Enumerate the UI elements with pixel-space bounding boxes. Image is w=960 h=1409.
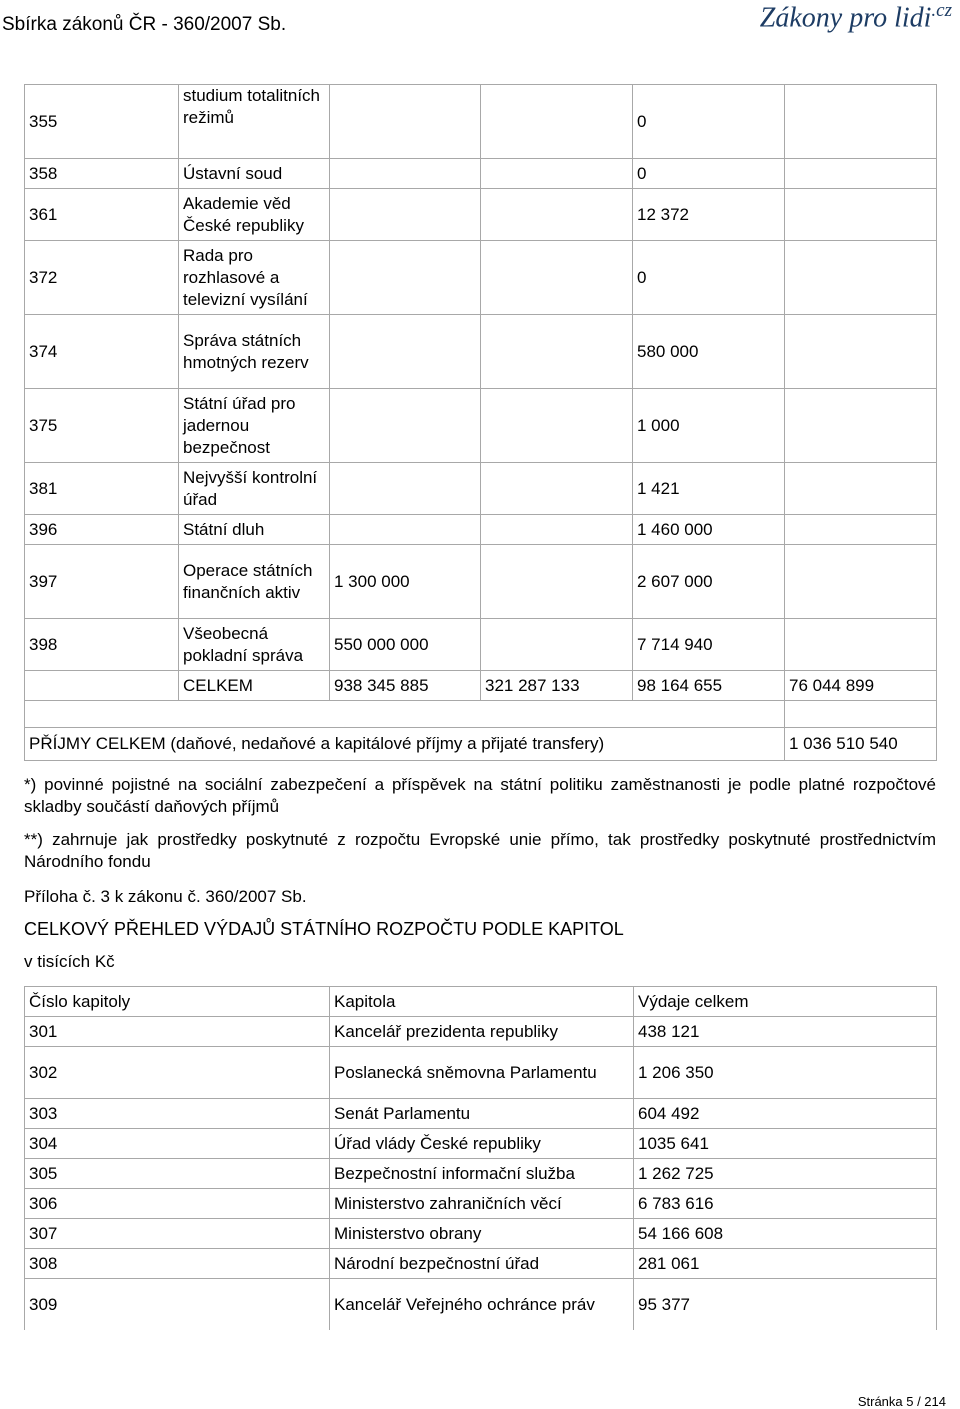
- chapter-name: Bezpečnostní informační služba: [330, 1159, 634, 1189]
- chapter-name: Národní bezpečnostní úřad: [330, 1249, 634, 1279]
- chapter-name: Ministerstvo obrany: [330, 1219, 634, 1249]
- unit-label: v tisících Kč: [24, 952, 115, 971]
- chapter-code: 306: [25, 1189, 330, 1219]
- table-row: [25, 315, 937, 389]
- value-cell: [785, 619, 937, 671]
- logo-text: Zákony pro lidi: [759, 2, 932, 34]
- chapter-code: 361: [25, 189, 179, 241]
- value-cell: [330, 241, 481, 315]
- value-cell: [481, 463, 633, 515]
- value-cell: [481, 389, 633, 463]
- page-header: [0, 0, 960, 52]
- value-cell: [481, 189, 633, 241]
- value-cell: [330, 389, 481, 463]
- value-cell: [330, 315, 481, 389]
- chapter-name: Nejvyšší kontrolní úřad: [179, 463, 330, 515]
- total-row: [25, 671, 937, 701]
- table-row: [25, 1129, 937, 1159]
- total-value: 321 287 133: [481, 671, 633, 701]
- expenditure-value: 1 262 725: [634, 1159, 937, 1189]
- chapter-name: Kancelář Veřejného ochránce práv: [330, 1279, 634, 1331]
- spacer-row: [25, 701, 937, 728]
- chapter-name: Státní dluh: [179, 515, 330, 545]
- empty-cell: [25, 701, 785, 728]
- expenditure-value: 438 121: [634, 1017, 937, 1047]
- table-row: [25, 85, 937, 159]
- value-cell: [330, 463, 481, 515]
- chapter-name: Kancelář prezidenta republiky: [330, 1017, 634, 1047]
- value-cell: [330, 159, 481, 189]
- value-cell: 1 460 000: [633, 515, 785, 545]
- value-cell: [481, 315, 633, 389]
- table-row: [25, 1249, 937, 1279]
- total-value: 76 044 899: [785, 671, 937, 701]
- chapter-name: Ministerstvo zahraničních věcí: [330, 1189, 634, 1219]
- income-label: PŘÍJMY CELKEM (daňové, nedaňové a kapitálové příjmy a přijaté transfery): [25, 728, 785, 761]
- table-row: [25, 389, 937, 463]
- chapter-name: Senát Parlamentu: [330, 1099, 634, 1129]
- table-row: [25, 515, 937, 545]
- chapter-name: Všeobecná pokladní správa: [179, 619, 330, 671]
- expenditure-value: 281 061: [634, 1249, 937, 1279]
- page-number: Stránka 5 / 214: [857, 1394, 946, 1409]
- value-cell: 1 421: [633, 463, 785, 515]
- value-cell: [785, 463, 937, 515]
- expenditure-value: 1 206 350: [634, 1047, 937, 1099]
- budget-table: [24, 84, 937, 761]
- empty-cell: [25, 671, 179, 701]
- chapter-code: 305: [25, 1159, 330, 1189]
- chapter-code: 372: [25, 241, 179, 315]
- expenditure-value: 1035 641: [634, 1129, 937, 1159]
- footnote-2: **) zahrnuje jak prostředky poskytnuté z rozpočtu Evropské unie přímo, tak prostředky poskytnuté prostřednictvím Národního fondu: [24, 830, 936, 871]
- chapters-table: [24, 986, 937, 1330]
- chapter-name: studium totalitních režimů: [179, 85, 330, 159]
- table-row: [25, 619, 937, 671]
- section-heading: CELKOVÝ PŘEHLED VÝDAJŮ STÁTNÍHO ROZPOČTU PODLE KAPITOL: [24, 919, 624, 939]
- chapter-code: 309: [25, 1279, 330, 1331]
- header-row: [25, 987, 937, 1017]
- chapter-name: Úřad vlády České republiky: [330, 1129, 634, 1159]
- chapter-name: Ústavní soud: [179, 159, 330, 189]
- value-cell: [330, 85, 481, 159]
- expenditure-value: 6 783 616: [634, 1189, 937, 1219]
- value-cell: 12 372: [633, 189, 785, 241]
- value-cell: [785, 515, 937, 545]
- value-cell: 2 607 000: [633, 545, 785, 619]
- footnote-1: *) povinné pojistné na sociální zabezpečení a příspěvek na státní politiku zaměstnanosti je podle platné rozpočtové skladby součástí daňových příjmů: [24, 775, 936, 816]
- table-row: [25, 1017, 937, 1047]
- chapter-name: Operace státních finančních aktiv: [179, 545, 330, 619]
- chapter-code: 301: [25, 1017, 330, 1047]
- table-row: [25, 1219, 937, 1249]
- value-cell: 7 714 940: [633, 619, 785, 671]
- total-label: CELKEM: [179, 671, 330, 701]
- chapter-code: 397: [25, 545, 179, 619]
- table-row: [25, 241, 937, 315]
- value-cell: [481, 545, 633, 619]
- value-cell: 1 000: [633, 389, 785, 463]
- value-cell: [785, 189, 937, 241]
- site-logo[interactable]: [760, 0, 952, 34]
- value-cell: [785, 241, 937, 315]
- value-cell: 0: [633, 85, 785, 159]
- chapter-code: 302: [25, 1047, 330, 1099]
- chapter-name: Akademie věd České republiky: [179, 189, 330, 241]
- chapter-code: 304: [25, 1129, 330, 1159]
- value-cell: [330, 189, 481, 241]
- total-value: 98 164 655: [633, 671, 785, 701]
- table-row: [25, 189, 937, 241]
- value-cell: 0: [633, 241, 785, 315]
- logo-tld: .cz: [931, 0, 952, 21]
- table-row: [25, 463, 937, 515]
- expenditure-value: 95 377: [634, 1279, 937, 1331]
- value-cell: [481, 159, 633, 189]
- column-header: Kapitola: [330, 987, 634, 1017]
- total-value: 938 345 885: [330, 671, 481, 701]
- table-row: [25, 1279, 937, 1331]
- chapter-code: 307: [25, 1219, 330, 1249]
- value-cell: [785, 85, 937, 159]
- value-cell: [785, 389, 937, 463]
- value-cell: [785, 315, 937, 389]
- chapter-name: Poslanecká sněmovna Parlamentu: [330, 1047, 634, 1099]
- column-header: Číslo kapitoly: [25, 987, 330, 1017]
- expenditure-value: 604 492: [634, 1099, 937, 1129]
- empty-cell: [785, 701, 937, 728]
- income-value: 1 036 510 540: [785, 728, 937, 761]
- value-cell: 1 300 000: [330, 545, 481, 619]
- table-row: [25, 1099, 937, 1129]
- value-cell: 550 000 000: [330, 619, 481, 671]
- table-row: [25, 159, 937, 189]
- column-header: Výdaje celkem: [634, 987, 937, 1017]
- chapter-code: 358: [25, 159, 179, 189]
- chapter-code: 355: [25, 85, 179, 159]
- chapter-code: 375: [25, 389, 179, 463]
- table-row: [25, 1189, 937, 1219]
- table-row: [25, 1047, 937, 1099]
- value-cell: [481, 515, 633, 545]
- chapter-code: 374: [25, 315, 179, 389]
- chapter-name: Správa státních hmotných rezerv: [179, 315, 330, 389]
- value-cell: [330, 515, 481, 545]
- value-cell: [481, 619, 633, 671]
- chapter-name: Rada pro rozhlasové a televizní vysílání: [179, 241, 330, 315]
- income-row: [25, 728, 937, 761]
- value-cell: [481, 241, 633, 315]
- value-cell: 0: [633, 159, 785, 189]
- chapter-code: 398: [25, 619, 179, 671]
- document-title: Sbírka zákonů ČR - 360/2007 Sb.: [2, 14, 287, 35]
- chapter-code: 396: [25, 515, 179, 545]
- value-cell: [481, 85, 633, 159]
- table-row: [25, 545, 937, 619]
- chapter-code: 381: [25, 463, 179, 515]
- expenditure-value: 54 166 608: [634, 1219, 937, 1249]
- chapter-code: 303: [25, 1099, 330, 1129]
- value-cell: [785, 545, 937, 619]
- chapter-name: Státní úřad pro jadernou bezpečnost: [179, 389, 330, 463]
- value-cell: [785, 159, 937, 189]
- value-cell: 580 000: [633, 315, 785, 389]
- chapter-code: 308: [25, 1249, 330, 1279]
- table-row: [25, 1159, 937, 1189]
- annex-title: Příloha č. 3 k zákonu č. 360/2007 Sb.: [24, 887, 307, 906]
